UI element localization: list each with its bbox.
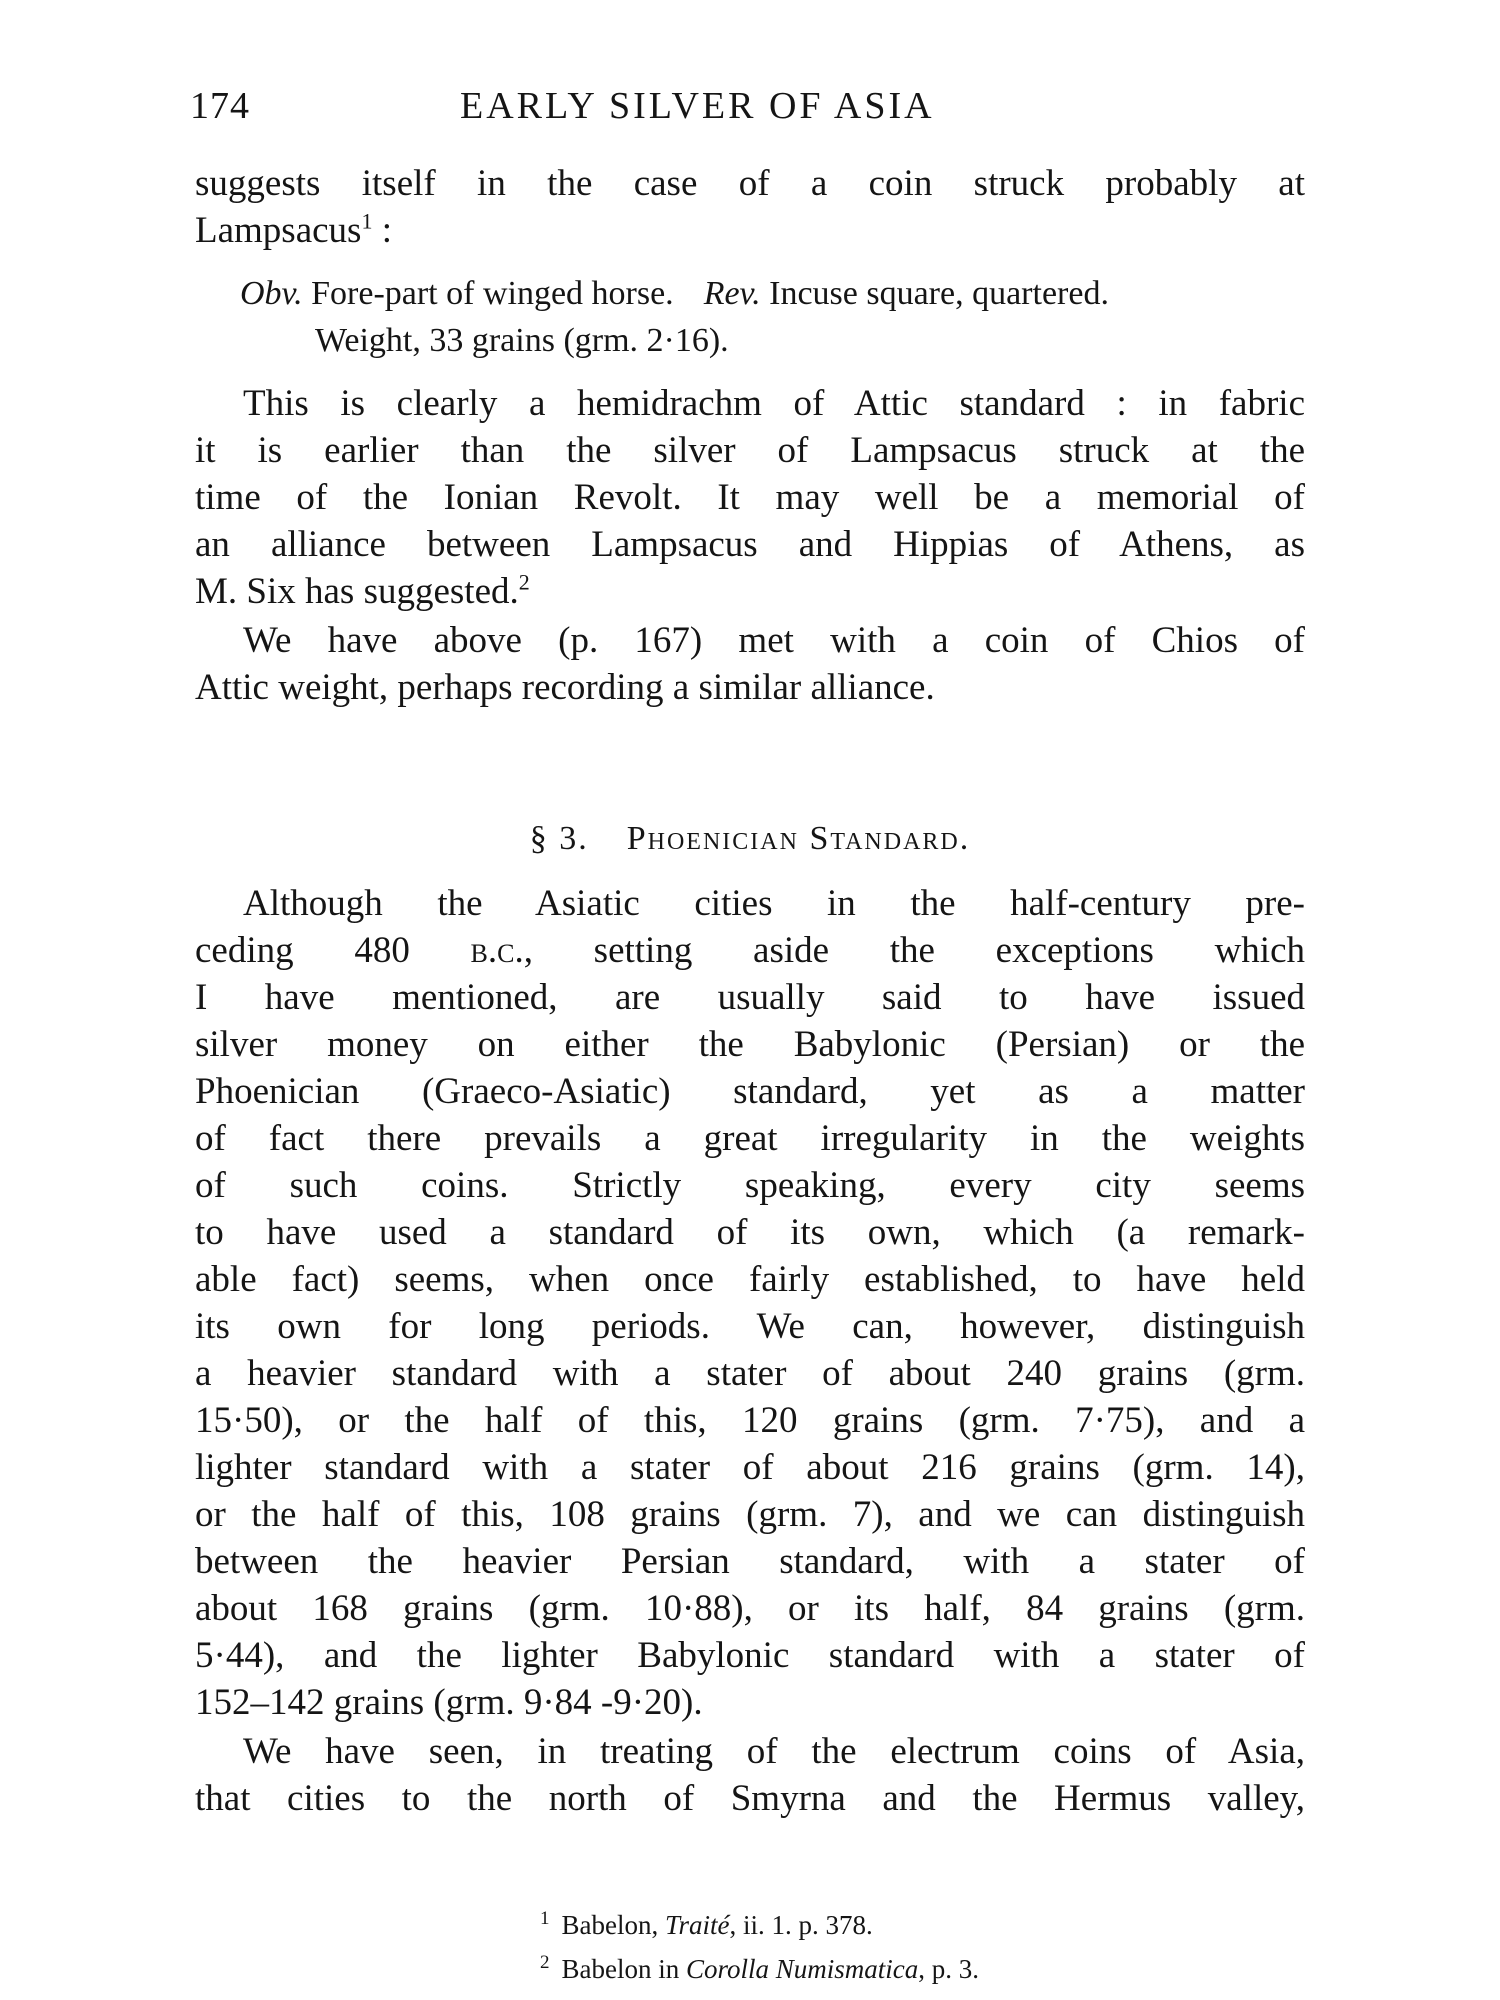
text-line: Although the Asiatic cities in the half-century pre- (243, 883, 1305, 924)
text-line: 5·44), and the lighter Babylonic standard with a stater of (195, 1635, 1305, 1676)
text-line: Phoenician (Graeco-Asiatic) standard, yet as a matter (195, 1071, 1305, 1112)
text-line: lighter standard with a stater of about 216 grains (grm. 14), (195, 1447, 1305, 1488)
footnote-rest: , p. 3. (918, 1954, 980, 1984)
text-line: it is earlier than the silver of Lampsacus struck at the (195, 430, 1305, 471)
text-line: that cities to the north of Smyrna and the Hermus valley, (195, 1778, 1305, 1819)
footnote-mark: 1 (540, 1908, 550, 1929)
footnote-work: Traité (664, 1910, 730, 1940)
section-title: Phoenician Standard. (626, 820, 971, 857)
footnotes (540, 1900, 1140, 1988)
text-line: 152–142 grains (grm. 9·84 -9·20). (195, 1682, 703, 1723)
page-header (190, 84, 1320, 134)
line-text: ceding 480 (195, 930, 471, 971)
footnote-rest: , ii. 1. p. 378. (729, 1910, 873, 1940)
paragraph (195, 1728, 1305, 1822)
text-line: 15·50), or the half of this, 120 grains (grm. 7·75), and a (195, 1400, 1305, 1441)
text-line: suggests itself in the case of a coin struck probably at (195, 163, 1305, 204)
text-line: of fact there prevails a great irregularity in the weights (195, 1118, 1305, 1159)
obverse-text: Fore-part of winged horse. (302, 275, 674, 312)
paragraph (195, 617, 1305, 711)
colon: : (372, 210, 392, 251)
coin-description-line (240, 270, 1300, 317)
footnote-work: Corolla Numismatica (685, 1954, 919, 1984)
footnote (540, 1900, 1140, 1944)
footnote-ref: 1 (361, 208, 373, 234)
text-line: a heavier standard with a stater of about 240 grains (grm. (195, 1353, 1305, 1394)
place-name: Lampsacus (195, 210, 362, 251)
text-line: time of the Ionian Revolt. It may well be a memorial of (195, 477, 1305, 518)
paragraph (195, 380, 1305, 615)
text-line: an alliance between Lampsacus and Hippias of Athens, as (195, 524, 1305, 565)
reverse-label: Rev. (703, 275, 761, 312)
coin-description (240, 270, 1300, 364)
reverse-text: Incuse square, quartered. (760, 275, 1109, 312)
coin-weight: Weight, 33 grains (grm. 2·16). (315, 322, 729, 359)
text-line (195, 568, 1305, 615)
text-line: This is clearly a hemidrachm of Attic standard : in fabric (243, 383, 1305, 424)
text-line: or the half of this, 108 grains (grm. 7), and we can distinguish (195, 1494, 1305, 1535)
text-line (195, 927, 1305, 974)
text-line: its own for long periods. We can, however, distinguish (195, 1306, 1305, 1347)
text-line: able fact) seems, when once fairly established, to have held (195, 1259, 1305, 1300)
line-text: , setting aside the exceptions which (523, 930, 1305, 971)
footnote-ref: 2 (518, 569, 530, 595)
text-line: We have above (p. 167) met with a coin of Chios of (243, 620, 1305, 661)
section-heading (0, 820, 1500, 858)
text-line: to have used a standard of its own, which (a remark- (195, 1212, 1305, 1253)
text-line: silver money on either the Babylonic (Persian) or the (195, 1024, 1305, 1065)
era-abbreviation: b.c. (470, 930, 524, 971)
text-line: I have mentioned, are usually said to have issued (195, 977, 1305, 1018)
text-line: between the heavier Persian standard, with a stater of (195, 1541, 1305, 1582)
text-line: of such coins. Strictly speaking, every city seems (195, 1165, 1305, 1206)
line-text: M. Six has suggested. (195, 571, 519, 612)
obverse-label: Obv. (240, 275, 303, 312)
paragraph-continuation (195, 160, 1305, 254)
text-line: about 168 grains (grm. 10·88), or its half, 84 grains (grm. (195, 1588, 1305, 1629)
text-line (195, 207, 1305, 254)
page-number: 174 (190, 85, 250, 127)
text-line: We have seen, in treating of the electrum coins of Asia, (243, 1731, 1305, 1772)
footnote-mark: 2 (540, 1952, 550, 1973)
footnote-author: Babelon in (561, 1954, 686, 1984)
running-title: EARLY SILVER OF ASIA (460, 85, 935, 127)
footnote (540, 1944, 1140, 1988)
paragraph (195, 880, 1305, 1726)
section-number: § 3. (529, 820, 589, 857)
text-line: Attic weight, perhaps recording a similar alliance. (195, 667, 935, 708)
footnote-author: Babelon, (561, 1910, 665, 1940)
